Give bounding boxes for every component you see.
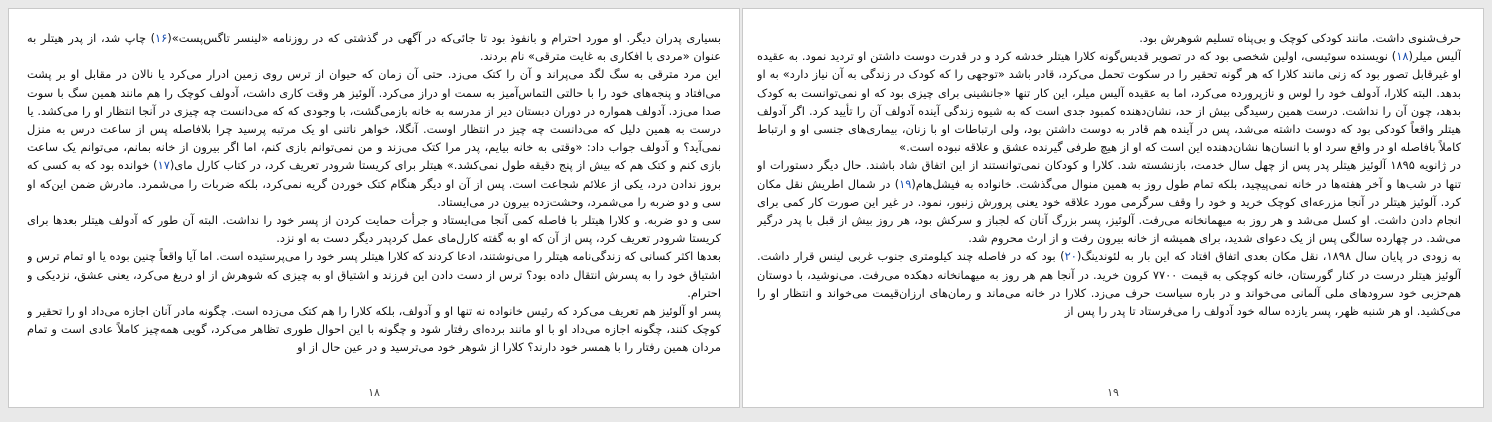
paragraph: به زودی در پایان سال ۱۸۹۸، نقل مکان بعدی اتفاق افتاد که این بار به لئوندینگ(۲۰) بود که در فاصله چند کیلومتری جنوب غربی لینس قرار داشت. آلوئیز هیتلر درست در کنار گورستان، خانه کوچکی به قیمت ۷۷۰۰ کرون خرید. در آنجا هم هر روز به میهمانخانه دهکده می‌رفت. می‌نوشید، با دوستان هم‌حزبی خود سرودهای ملی آلمانی می‌خواند و در باره سیاست حرف می‌زد. کلارا در خانه می‌ماند و رمان‌های ارزان‌قیمت می‌خواند و انتظار او را می‌کشید. او هر شنبه ظهر، پسر یازده ساله خود آدولف را می‌فرستاد تا پدر را پس از <box>757 249 1461 319</box>
paragraph: بسیاری پدران دیگر. او مورد احترام و بانفوذ بود تا جائی‌که در آگهی در گذشتی که در روزنامه «لینسر تاگس‌پست»(۱۶) چاپ شد، از پدر هیتلر به عنوان «مردی با افکاری به غایت مترقی» نام بردند. <box>27 31 721 64</box>
page-number: ۱۹ <box>1107 386 1119 399</box>
footnote-ref[interactable]: ۱۶ <box>155 31 168 45</box>
right-page-text <box>757 29 1461 381</box>
left-page-text <box>27 29 721 381</box>
paragraph: حرف‌شنوی داشت. مانند کودکی کوچک و بی‌پناه تسلیم شوهرش بود. <box>1139 31 1461 45</box>
page-number: ۱۸ <box>368 386 380 399</box>
paragraph: بعدها اکثر کسانی که زندگی‌نامه هیتلر را می‌نوشتند، ادعا کردند که کلارا هیتلر پسر خود را می‌پرستیده است. اما آیا واقعاً چنین بوده یا او تمام ترس و اشتیاق خود را به پسرش انتقال داده بود؟ ترس از دست دادن این فرزند و اشتیاق او به چیزی که شوهرش از او دریغ می‌کرد، یعنی عشق، نزدیکی و احترام. <box>27 249 721 300</box>
paragraph: پسر او آلوئیز هم تعریف می‌کرد که رئیس خانواده نه تنها او و آدولف، بلکه کلارا را هم کتک می‌زده است. چگونه مادر آنان اجازه می‌داد او را تحقیر و کوچک کنند، چگونه اجازه می‌داد او با او مانند برده‌ای رفتار شود و چگونه با این احوال طوری تظاهر می‌کرد، گویی همه‌چیز کاملاً عادی است و تمام مردان همین رفتار را با همسر خود دارند؟ کلارا از شوهر خود می‌ترسید و در عین حال از او <box>27 304 721 355</box>
right-page <box>742 8 1484 408</box>
footnote-ref[interactable]: ۱۷ <box>157 158 170 173</box>
paragraph: این مرد مترقی به سگ لگد می‌پراند و آن را کتک می‌زد. حتی آن زمان که حیوان از ترس روی زمین ادرار می‌کرد یا نالان در مقابل او بر پشت می‌افتاد و پنجه‌های خود را با حالتی التماس‌آمیز به سمت او دراز می‌کرد. آلوئیز هر وقت کاری داشت، آدولف کوچک را هم مانند همین سگ با سوت صدا می‌زد. آدولف همواره در دوران دبستان دیر از مدرسه به خانه بازمی‌گشت، با وجودی که که می‌دانست چه چیزی در آنجا انتظار او را می‌کشد. یا درست به همین دلیل که می‌دانست چه چیز در انتظار اوست. آنگلا، خواهر ناتنی او یک مرتبه پرسید چرا بلافاصله پس از ساعت درس به منزل نمی‌آید؟ و آدولف جواب داد: «وقتی به خانه بیایم، پدر مرا کتک می‌زند و من نمی‌توانم بازی کنم، اما اگر بیرون از خانه بمانم، می‌توانم یک ساعت بازی کنم و کتک هم که بیش از پنج دقیقه طول نمی‌کشد.» هیتلر برای کریستا شرودر تعریف کرد، در کتاب کارل مای(۱۷) خوانده بود که به کسی که بروز ندادن درد، یکی از علائم شجاعت است. پس از آن او دیگر هنگام کتک خوردن گریه نمی‌کرد، بلکه ضربات را می‌شمرد. مادرش ضمن این‌که او سی و دو ضربه را می‌شمرد، وحشت‌زده بیرون در می‌ایستاد. <box>27 67 721 209</box>
paragraph: در ژانویه ۱۸۹۵ آلوئیز هیتلر پدر پس از چهل سال خدمت، بازنشسته شد. کلارا و کودکان نمی‌توانستند از این اتفاق شاد باشند. حال دیگر دستورات او تنها در شب‌ها و آخر هفته‌ها در خانه نمی‌پیچید، بلکه تمام طول روز به همین منوال می‌گذشت. خانواده به فیشل‌هام(۱۹) در شمال اطریش نقل مکان کرد. آلوئیز هیتلر در آنجا مزرعه‌ای کوچک خرید و خود را وقف سرگرمی مورد علاقه خود یعنی پرورش زنبور، نمود. در غیر این صورت کار کمی برای انجام دادن داشت. او کسل می‌شد و هر روز به میهمانخانه می‌رفت. آلوئیز، پسر بزرگ آنان که لجباز و سرکش بود، هر روز بیش از قبل با پدر درگیر می‌شد. در چهارده سالگی پس از یک دعوای شدید، برای همیشه از خانه بیرون رفت و از ارث محروم شد. <box>757 158 1461 246</box>
footnote-ref[interactable]: ۱۹ <box>899 176 912 191</box>
paragraph: آلیس میلر(۱۸) نویسنده سوئیسی، اولین شخصی بود که در تصویر قدیس‌گونه کلارا هیتلر خدشه کرد و در قدرت دوست داشتن او تردید نمود. به عقیده او غیرقابل تصور بود که زنی مانند کلارا که هر گونه تحقیر را در سکوت تحمل می‌کرد، قادر باشد «توجهی را که کودک در زندگی به آن نیاز دارد» به او بدهد. البته کلارا، آدولف خود را لوس و نازپرورده می‌کرد، اما به عقیده آلیس میلر، این کار تنها «جانشینی برای چیزی بود که او نمی‌توانست به کودک بدهد، چون آن را نداشت. درست همین رسیدگی بیش از حد، نشان‌دهنده کمبود جدی است که به شیوه زندگی آینده آدولف آن را تأیید کرد. اگر آدولف هیتلر واقعاً کودکی بود که دوست داشته می‌شد، پس در آینده هم قادر به دوست داشتن بود، ولی ارتباطات او با زنان، بیماری‌های جنسی او و ارتباط کاملاً بافاصله او در واقع سرد او با انسان‌ها نشان‌دهنده این است که او از هیچ طرفی گیرنده عشق و علاقه نبوده است.» <box>757 49 1461 155</box>
footnote-ref[interactable]: ۲۰ <box>1064 249 1077 264</box>
footnote-ref[interactable]: ۱۸ <box>1396 49 1409 64</box>
paragraph: سی و دو ضربه. و کلارا هیتلر با فاصله کمی آنجا می‌ایستاد و جرأت حمایت کردن از پسر خود را نداشت. البته آن طور که آدولف هیتلر بعدها برای کریستا شرودر تعریف کرد، پس از آن که او به گفته کارل‌مای عمل کرد‌پدر دیگر دست به او نزد. <box>27 213 721 246</box>
left-page <box>8 8 740 408</box>
